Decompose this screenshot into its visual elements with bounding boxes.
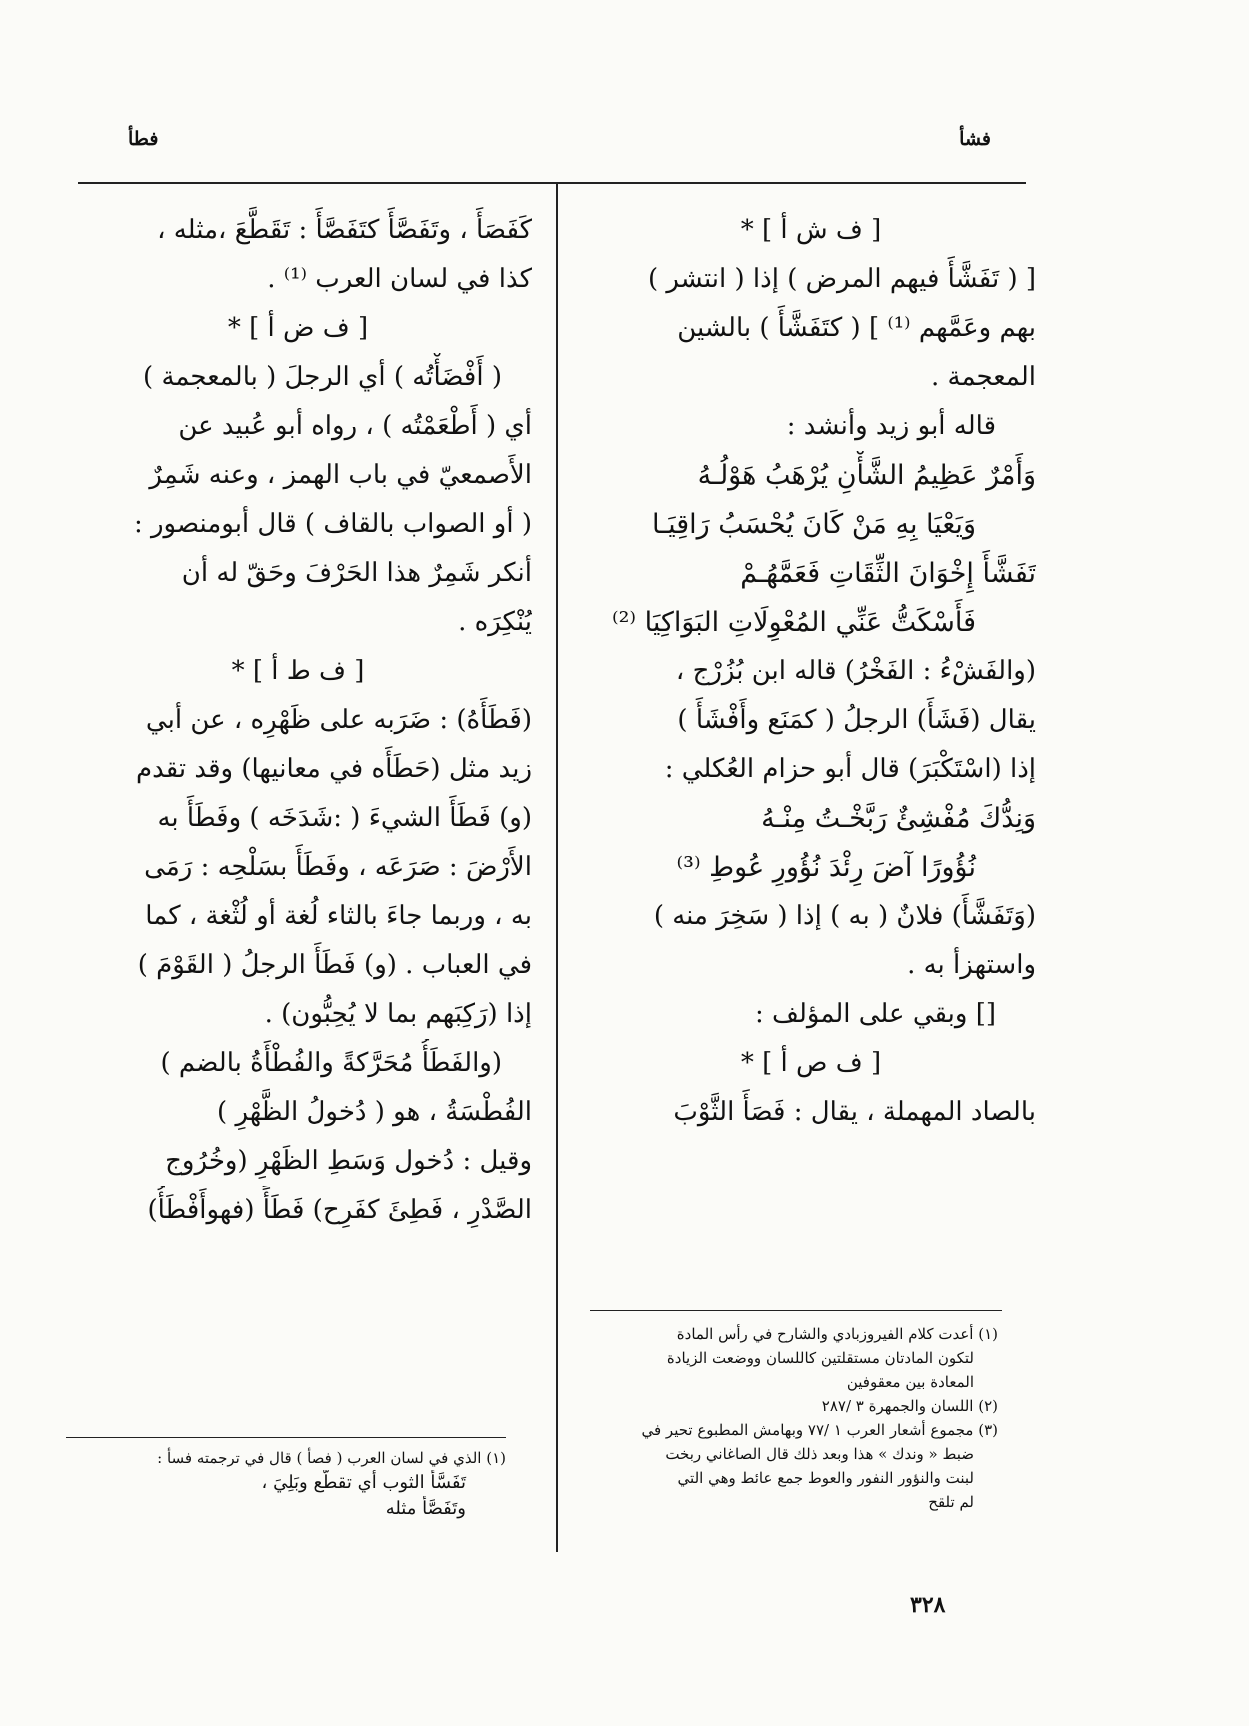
entry-heading-fda: [ ف ض أ ] * — [227, 313, 369, 343]
footnote-line: لم تلقح — [928, 1493, 974, 1511]
poem-line: نُؤُورًا آضَ رِئْدَ نُؤُورِ عُوطِ ⁽³⁾ — [676, 852, 976, 883]
footnote-rule-left — [66, 1437, 506, 1438]
text-line: (والفَطَأُ مُحَرَّكةً والفُطْأَةُ بالضم ) — [160, 1048, 502, 1078]
poem-line: فَأَسْكَتُّ عَنِّي المُعْوِلَاتِ البَوَاكِيَا ⁽²⁾ — [611, 607, 976, 638]
text-line: الأَرْضَ : صَرَعَه ، وفَطَأَ بسَلْحِه : رَمَى — [144, 852, 532, 882]
text-line: ( أَفْضَأْتُه ) أي الرجلَ ( بالمعجمة ) — [143, 362, 502, 392]
text-line: أي ( أَطْعَمْتُه ) ، رواه أبو عُبيد عن — [178, 411, 532, 441]
text-line: واستهزأ به . — [907, 950, 1036, 980]
right-column — [586, 206, 1036, 1137]
column-divider — [556, 182, 558, 1552]
footnote-line: وتَفَصَّأَ مثله — [385, 1498, 466, 1519]
footnote-line: تَفَسَّأَ الثوب أي تقطّع وبَلِيَ ، — [261, 1472, 466, 1493]
poem-line: تَفَشَّأَ إِخْوَانَ الثِّقَاتِ فَعَمَّهُـمْ — [740, 558, 1036, 589]
footnote-line: (٣) مجموع أشعار العرب ١ /٧٧ وبهامش المطبوع تحير في — [641, 1421, 998, 1439]
text-line: (و) فَطَأَ الشيءَ ( :شَدَخَه ) وفَطَأَ به — [157, 803, 532, 833]
text-line: (والفَشْءُ : الفَخْرُ) قاله ابن بُزُرْج ، — [675, 656, 1036, 686]
entry-heading-fsa: [ ف ص أ ] * — [740, 1048, 882, 1078]
page-number: ٣٢٨ — [910, 1592, 946, 1618]
text-line: (وَتَفَشَّأَ) فلانٌ ( به ) إذا ( سَخِرَ منه ) — [653, 901, 1036, 931]
footnote-line: لبنت والنؤور النفور والعوط جمع عائط وهي التي — [677, 1469, 974, 1487]
text-line: بالصاد المهملة ، يقال : فَصَأَ الثَّوْبَ — [673, 1097, 1036, 1127]
footnote-line: (٢) اللسان والجمهرة ٣ /٢٨٧ — [821, 1397, 998, 1415]
text-line: كذا في لسان العرب ⁽¹⁾ . — [267, 264, 532, 294]
footnote-line: المعادة بين معقوفين — [846, 1373, 974, 1391]
text-line: قاله أبو زيد وأنشد : — [786, 411, 996, 441]
text-line: في العباب . (و) فَطَأَ الرجلُ ( القَوْمَ ) — [137, 950, 532, 980]
left-column — [64, 206, 532, 1235]
text-line: المعجمة . — [930, 362, 1036, 392]
entry-heading-fta: [ ف ط أ ] * — [231, 656, 365, 686]
footnote-line: (١) الذي في لسان العرب ( فصأ ) قال في ترجمته فسأ : — [157, 1449, 506, 1467]
footnote-line: (١) أعدت كلام الفيروزبادي والشارح في رأس المادة — [676, 1325, 998, 1343]
text-line: بهم وعَمَّهم ⁽¹⁾ ] ( كتَفَشَّأَ ) بالشين — [677, 313, 1036, 343]
text-line: كَفَصَأَ ، وتَفَصَّأَ كتَفَصَّأَ : تَقَطَّعَ ،مثله ، — [157, 215, 532, 245]
poem-line: وَيَعْيَا بِهِ مَنْ كَانَ يُحْسَبُ رَاقِيَـا — [651, 509, 976, 540]
text-line: الفُطْسَةُ ، هو ( دُخولُ الظَّهْرِ ) — [217, 1097, 532, 1127]
text-line: [] وبقي على المؤلف : — [755, 999, 996, 1029]
entry-heading-fsha: [ ف ش أ ] * — [740, 215, 882, 245]
text-line: زيد مثل (حَطَأَه في معانيها) وقد تقدم — [136, 754, 532, 784]
text-line: إذا (اسْتَكْبَرَ) قال أبو حزام العُكلي : — [664, 754, 1036, 784]
footnote-line: ضبط « وندك » هذا وبعد ذلك قال الصاغاني ربخت — [665, 1445, 974, 1463]
footnote-line: لتكون المادتان مستقلتين كاللسان ووضعت الزيادة — [666, 1349, 974, 1367]
text-line: يقال (فَشَأَ) الرجلُ ( كمَنَع وأَفْشَأَ ) — [677, 705, 1036, 735]
text-line: (فَطَأَهُ) : ضَرَبه على ظَهْرِه ، عن أبي — [145, 705, 532, 735]
text-line: [ ( تَفَشَّأَ فيهم المرض ) إذا ( انتشر ) — [648, 264, 1036, 294]
text-line: أنكر شَمِرٌ هذا الحَرْفَ وحَقّ له أن — [181, 558, 532, 588]
footnotes-right — [586, 1322, 998, 1514]
footnotes-left — [66, 1446, 506, 1522]
text-line: الصَّدْرِ ، فَطِئَ كفَرِح) فَطَأً (فهوأَفْطَأُ) — [147, 1195, 532, 1225]
text-line: وقيل : دُخول وَسَطِ الظَهْرِ (وخُرُوج — [165, 1146, 532, 1176]
header-rule — [78, 182, 1026, 184]
text-line: إذا (رَكِبَهم بما لا يُحِبُّون) . — [264, 999, 532, 1029]
poem-line: وَنِدُّكَ مُفْشِئٌ رَبَّخْـتُ مِنْـهُ — [761, 803, 1036, 834]
footnote-rule-right — [590, 1310, 1002, 1311]
poem-line: وَأَمْرٌ عَظِيمُ الشَّأْنِ يُرْهَبُ هَوْلُـهُ — [697, 460, 1036, 491]
text-line: الأَصمعيّ في باب الهمز ، وعنه شَمِرٌ — [149, 460, 532, 490]
running-header-right: فشأ — [959, 128, 991, 150]
text-line: ( أو الصواب بالقاف ) قال أبومنصور : — [133, 509, 532, 539]
text-line: به ، وربما جاءَ بالثاء لُغة أو لُثْغة ، كما — [145, 901, 532, 931]
running-header-left: فطأ — [128, 128, 159, 150]
text-line: يُنْكِرَه . — [458, 607, 532, 637]
